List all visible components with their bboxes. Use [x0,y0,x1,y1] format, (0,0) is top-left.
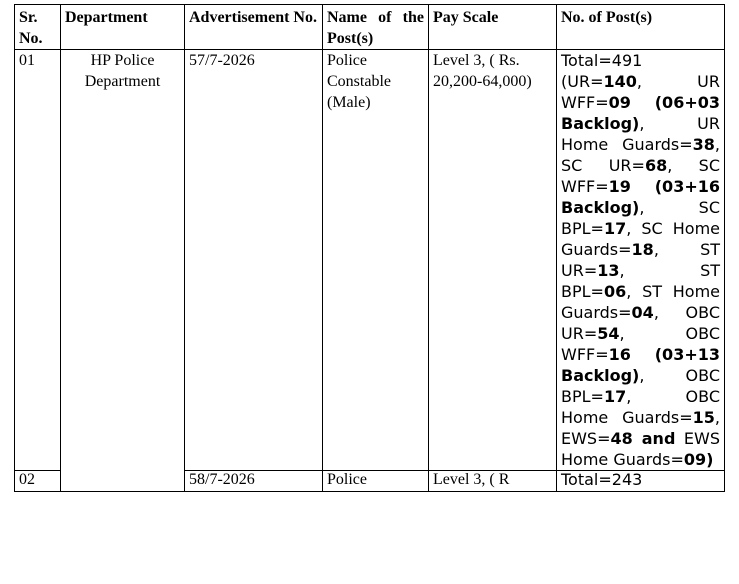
header-row [15,5,725,50]
post-category: , ST BPL= [561,261,720,301]
post-category: , OBC BPL= [561,366,720,406]
post-category: , OBC WFF= [561,324,720,364]
post-count: 38 [692,135,715,154]
advertisement-cell: 58/7-2026 [185,471,323,492]
post-category: , SC WFF= [561,156,720,196]
header-department: Department [61,5,185,50]
department-cell: HP Police Department [61,50,185,492]
post-count: 09 (06+03 Backlog) [561,93,720,133]
post-category: , OBC Home Guards= [561,387,720,427]
post-count: 48 and [610,429,676,448]
post-category: , SC UR= [561,135,720,175]
post-count: 19 (03+16 Backlog) [561,177,720,217]
post-category: , SC Home Guards= [561,219,720,259]
recruitment-table [14,4,725,492]
post-count: 13 [597,261,620,280]
post-count: 54 [597,324,620,343]
post-category: , UR WFF= [561,72,720,112]
post-count: 18 [631,240,654,259]
post-count: 06 [603,282,627,301]
post-count: 09) [683,450,714,469]
header-post-name: Name of the Post(s) [323,5,429,50]
table-row [15,50,725,471]
post-category: , EWS= [561,408,720,448]
advertisement-cell: 57/7-2026 [185,50,323,471]
post-category: , SC BPL= [561,198,720,238]
header-no-of-posts: No. of Post(s) [557,5,725,50]
post-category: , UR Home Guards= [561,114,720,154]
post-name-cell: Police [323,471,429,492]
header-pay-scale: Pay Scale [429,5,557,50]
post-count: 15 [692,408,715,427]
post-count: 17 [603,219,627,238]
header-advertisement-no: Advertisement No. [185,5,323,50]
post-category: EWS Home Guards= [561,429,720,469]
post-category: , OBC UR= [561,303,720,343]
post-count: 04 [631,303,654,322]
post-count: 17 [603,387,627,406]
post-category: , ST UR= [561,240,720,280]
pay-scale-cell: Level 3, ( Rs. 20,200-64,000) [429,50,557,471]
post-count: 140 [603,72,637,91]
post-category: Total=491 (UR= [561,51,643,91]
post-count: 68 [644,156,668,175]
posts-breakdown-cell [557,50,725,471]
pay-scale-cell: Level 3, ( R [429,471,557,492]
post-name-cell: Police Constable (Male) [323,50,429,471]
header-sr-no: Sr. No. [15,5,61,50]
posts-breakdown-cell: Total=243 [557,471,725,492]
post-category: , ST Home Guards= [561,282,720,322]
sr-no-cell: 01 [15,50,61,471]
sr-no-cell: 02 [15,471,61,492]
post-count: 16 (03+13 Backlog) [561,345,720,385]
